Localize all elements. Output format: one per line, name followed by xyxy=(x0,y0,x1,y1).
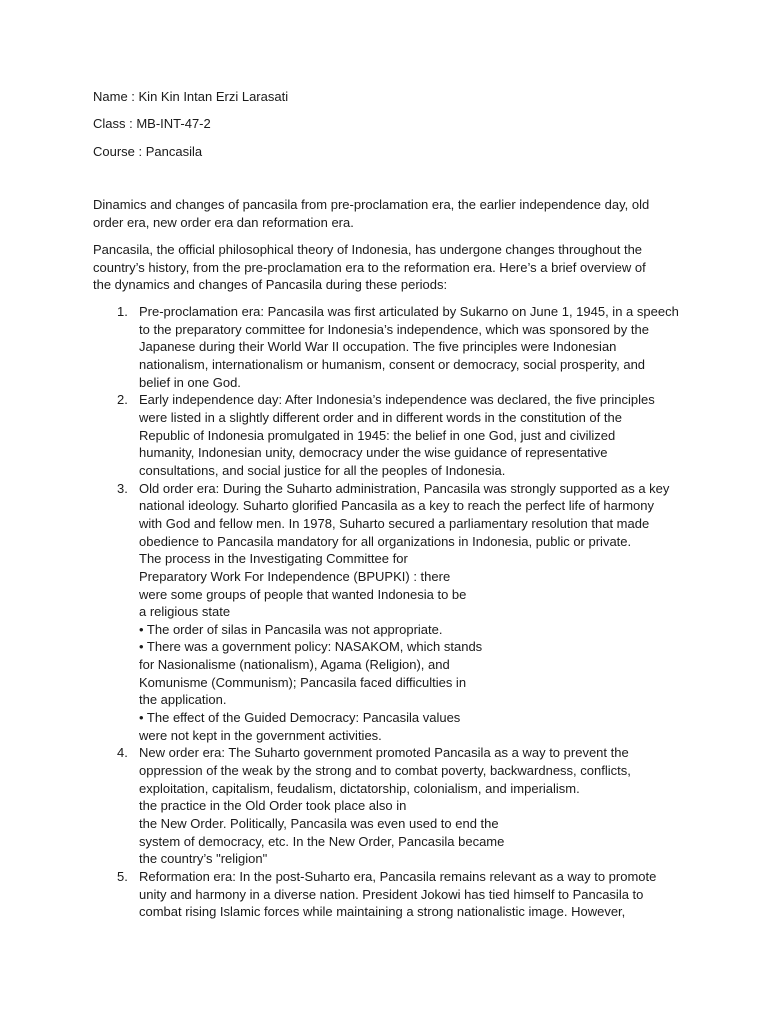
bullet-line: • The effect of the Guided Democracy: Pancasila values xyxy=(139,710,461,726)
text-line: Pancasila, the official philosophical theory of Indonesia, has undergone changes throughout the xyxy=(93,242,643,257)
student-name: Name : Kin Kin Intan Erzi Larasati xyxy=(93,89,289,104)
text-line: for Nasionalisme (nationalism), Agama (Religion), and xyxy=(139,657,450,673)
text-line: Komunisme (Communism); Pancasila faced difficulties in xyxy=(139,674,467,690)
list-number: 2. xyxy=(117,392,128,408)
text-line: humanity, Indonesian unity, democracy under the wise guidance of representative xyxy=(139,445,608,461)
text-line: system of democracy, etc. In the New Order, Pancasila became xyxy=(139,833,505,849)
bullet-line: • There was a government policy: NASAKOM, which stands xyxy=(139,639,483,655)
text-line: Pre-proclamation era: Pancasila was first articulated by Sukarno on June 1, 1945, in a speech xyxy=(139,304,679,319)
list-number: 3. xyxy=(117,480,128,496)
text-line: Preparatory Work For Independence (BPUPKI) : there xyxy=(139,568,451,584)
text-line: belief in one God. xyxy=(139,374,241,390)
text-line: were some groups of people that wanted Indonesia to be xyxy=(139,586,467,602)
bullet-line: • The order of silas in Pancasila was not appropriate. xyxy=(139,621,443,637)
text-line: country’s history, from the pre-proclamation era to the reformation era. Here’s a brief overview of xyxy=(93,259,646,275)
list-item-old-order xyxy=(93,480,693,745)
text-line: unity and harmony in a diverse nation. President Jokowi has tied himself to Pancasila to xyxy=(139,886,644,902)
text-line: New order era: The Suharto government promoted Pancasila as a way to prevent the xyxy=(139,745,629,761)
text-line: to the preparatory committee for Indonesia’s independence, which was sponsored by the xyxy=(139,321,649,337)
text-line: were not kept in the government activities. xyxy=(139,727,382,743)
text-line: the dynamics and changes of Pancasila during these periods: xyxy=(93,277,448,293)
text-line: national ideology. Suharto glorified Pancasila as a key to reach the perfect life of harmony xyxy=(139,498,655,514)
list-item-pre-proclamation xyxy=(93,303,693,391)
student-class: Class : MB-INT-47-2 xyxy=(93,116,211,131)
title-paragraph xyxy=(93,196,683,231)
text-line: the country’s "religion" xyxy=(139,851,268,867)
list-item-new-order xyxy=(93,744,693,868)
text-line: oppression of the weak by the strong and to combat poverty, backwardness, conflicts, xyxy=(139,763,631,779)
list-number: 4. xyxy=(117,745,128,761)
text-line: obedience to Pancasila mandatory for all organizations in Indonesia, public or private. xyxy=(139,533,632,549)
text-line: combat rising Islamic forces while maintaining a strong nationalistic image. However, xyxy=(139,904,626,920)
text-line: were listed in a slightly different order and in different words in the constitution of the xyxy=(139,409,622,425)
text-line: the New Order. Politically, Pancasila was even used to end the xyxy=(139,816,499,832)
text-line: nationalism, internationalism or humanism, consent or democracy, social prosperity, and xyxy=(139,356,646,372)
list-number: 5. xyxy=(117,869,128,884)
text-line: a religious state xyxy=(139,604,231,620)
text-line: Old order era: During the Suharto administration, Pancasila was strongly supported as a key xyxy=(139,480,670,496)
intro-paragraph xyxy=(93,241,683,294)
text-line: Dinamics and changes of pancasila from pre-proclamation era, the earlier independence day, old xyxy=(93,197,650,212)
text-line: order era, new order era dan reformation era. xyxy=(93,214,354,230)
text-line: The process in the Investigating Committee for xyxy=(139,551,408,567)
text-line: the practice in the Old Order took place also in xyxy=(139,798,407,814)
text-line: with God and fellow men. In 1978, Suharto secured a parliamentary resolution that made xyxy=(139,515,650,531)
course-name: Course : Pancasila xyxy=(93,144,203,159)
list-item-early-independence xyxy=(93,391,693,479)
text-line: consultations, and social justice for all the peoples of Indonesia. xyxy=(139,462,506,478)
text-line: exploitation, capitalism, feudalism, dictatorship, colonialism, and imperialism. xyxy=(139,780,580,796)
text-line: Reformation era: In the post-Suharto era, Pancasila remains relevant as a way to promote xyxy=(139,869,657,884)
text-line: Early independence day: After Indonesia’s independence was declared, the five principles xyxy=(139,392,655,408)
list-number: 1. xyxy=(117,304,128,319)
text-line: the application. xyxy=(139,692,227,708)
text-line: Republic of Indonesia promulgated in 1945: the belief in one God, just and civilized xyxy=(139,427,616,443)
list-item-reformation xyxy=(93,868,693,921)
text-line: Japanese during their World War II occupation. The five principles were Indonesian xyxy=(139,339,617,355)
era-list xyxy=(93,303,693,921)
